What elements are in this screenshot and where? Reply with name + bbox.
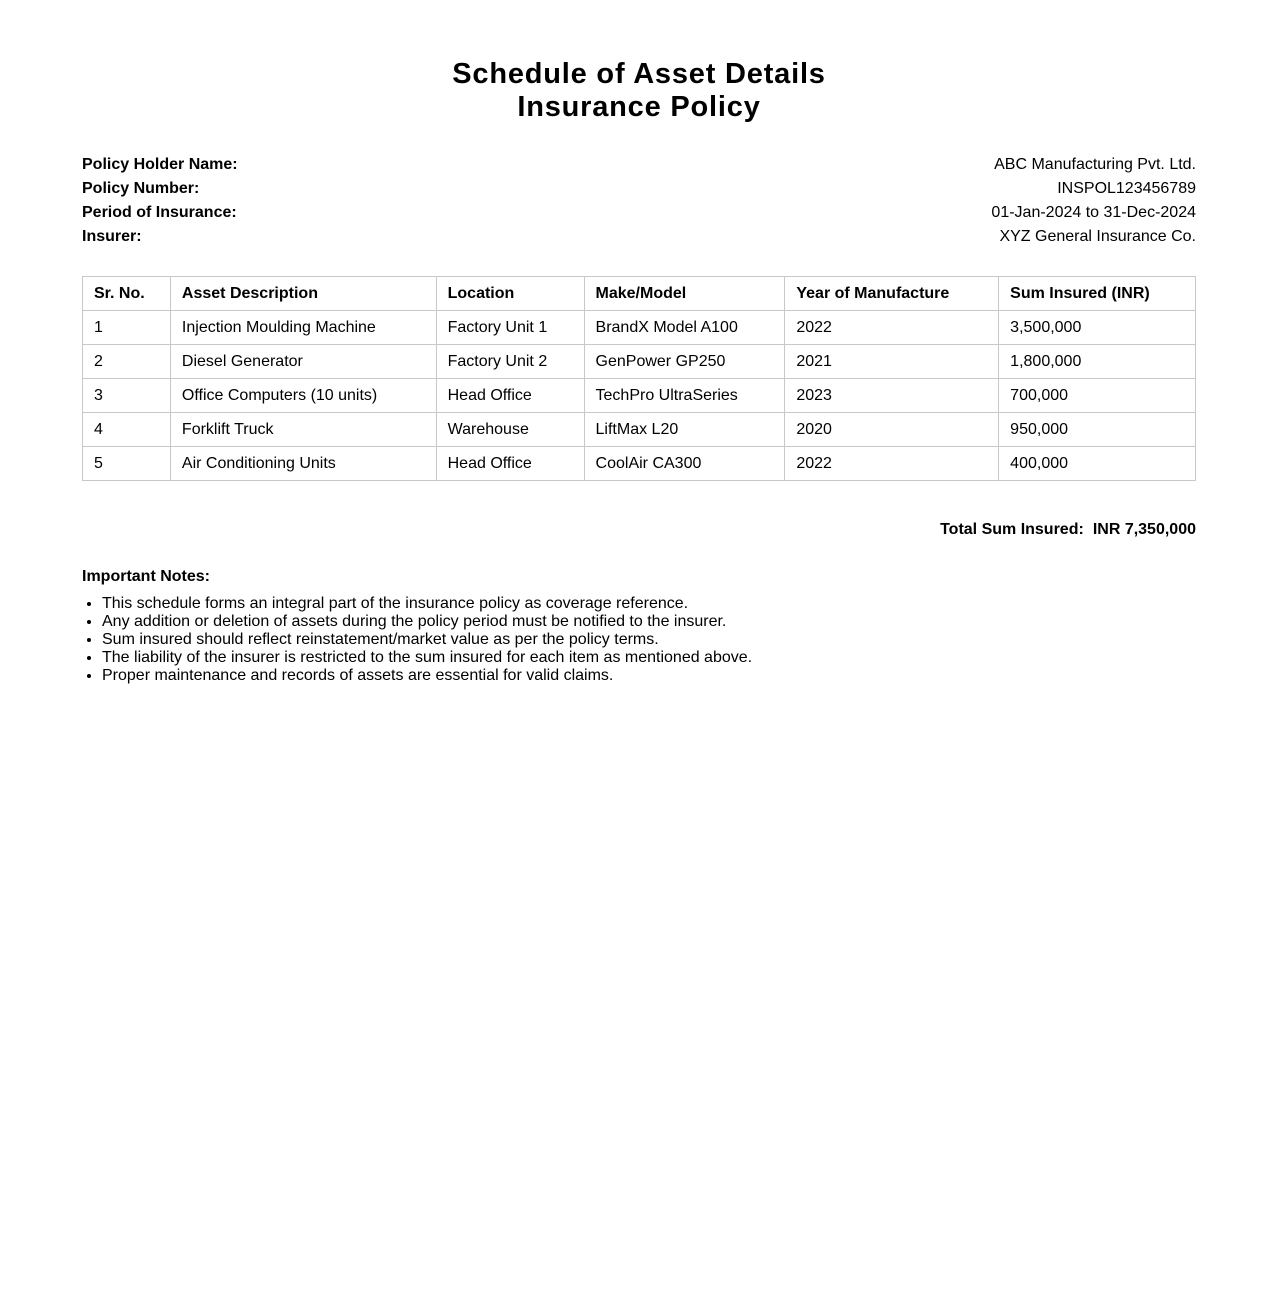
cell-make-model: LiftMax L20 [584, 413, 785, 447]
header-sr-no: Sr. No. [83, 277, 171, 311]
table-row [83, 447, 1196, 481]
cell-sum-insured: 3,500,000 [999, 311, 1196, 345]
header-sum-insured: Sum Insured (INR) [999, 277, 1196, 311]
cell-sum-insured: 700,000 [999, 379, 1196, 413]
table-row [83, 345, 1196, 379]
cell-make-model: TechPro UltraSeries [584, 379, 785, 413]
cell-asset-description: Air Conditioning Units [170, 447, 436, 481]
policy-details [82, 153, 1196, 249]
policy-number-value: INSPOL123456789 [1057, 180, 1196, 197]
header-year-of-manufacture: Year of Manufacture [785, 277, 999, 311]
cell-asset-description: Injection Moulding Machine [170, 311, 436, 345]
cell-location: Warehouse [436, 413, 584, 447]
cell-make-model: BrandX Model A100 [584, 311, 785, 345]
header-asset-description: Asset Description [170, 277, 436, 311]
cell-asset-description: Forklift Truck [170, 413, 436, 447]
cell-year: 2022 [785, 447, 999, 481]
cell-location: Factory Unit 1 [436, 311, 584, 345]
cell-make-model: CoolAir CA300 [584, 447, 785, 481]
cell-make-model: GenPower GP250 [584, 345, 785, 379]
cell-year: 2023 [785, 379, 999, 413]
insurer-value: XYZ General Insurance Co. [999, 228, 1196, 245]
cell-sr-no: 3 [83, 379, 171, 413]
policy-number-label: Policy Number: [82, 180, 200, 197]
insurance-period-value: 01-Jan-2024 to 31-Dec-2024 [991, 204, 1196, 221]
total-value: INR 7,350,000 [1092, 521, 1196, 538]
policy-holder-value: ABC Manufacturing Pvt. Ltd. [994, 156, 1196, 173]
cell-year: 2021 [785, 345, 999, 379]
total-label: Total Sum Insured: [940, 521, 1084, 538]
cell-location: Head Office [436, 379, 584, 413]
table-row [83, 413, 1196, 447]
cell-sum-insured: 1,800,000 [999, 345, 1196, 379]
list-item: • This schedule forms an integral part of the insurance policy as coverage reference. [102, 595, 1202, 613]
cell-asset-description: Diesel Generator [170, 345, 436, 379]
header-make-model: Make/Model [584, 277, 785, 311]
cell-location: Head Office [436, 447, 584, 481]
cell-sr-no: 4 [83, 413, 171, 447]
notes-heading: Important Notes: [82, 568, 210, 585]
list-item: • Sum insured should reflect reinstatement/market value as per the policy terms. [102, 631, 1202, 649]
list-item: • Any addition or deletion of assets during the policy period must be notified to the insurer. [102, 613, 1202, 631]
insurance-period-row [82, 201, 1196, 225]
table-row [83, 311, 1196, 345]
cell-sr-no: 1 [83, 311, 171, 345]
insurance-period-label: Period of Insurance: [82, 204, 237, 221]
policy-holder-row [82, 153, 1196, 177]
total-sum-insured [82, 519, 1196, 541]
cell-year: 2022 [785, 311, 999, 345]
cell-sum-insured: 950,000 [999, 413, 1196, 447]
list-item: • The liability of the insurer is restricted to the sum insured for each item as mentioned above. [102, 649, 1202, 667]
title-line-2: Insurance Policy [517, 91, 761, 123]
header-location: Location [436, 277, 584, 311]
insurer-label: Insurer: [82, 228, 142, 245]
cell-asset-description: Office Computers (10 units) [170, 379, 436, 413]
cell-sum-insured: 400,000 [999, 447, 1196, 481]
cell-sr-no: 5 [83, 447, 171, 481]
cell-sr-no: 2 [83, 345, 171, 379]
notes-list [82, 595, 1202, 685]
cell-location: Factory Unit 2 [436, 345, 584, 379]
table-row [83, 379, 1196, 413]
table-header-row [83, 277, 1196, 311]
cell-year: 2020 [785, 413, 999, 447]
title-line-1: Schedule of Asset Details [452, 58, 826, 90]
asset-table [82, 276, 1196, 481]
policy-number-row [82, 177, 1196, 201]
document-title [0, 58, 1278, 124]
insurer-row [82, 225, 1196, 249]
policy-holder-label: Policy Holder Name: [82, 156, 238, 173]
list-item: • Proper maintenance and records of assets are essential for valid claims. [102, 667, 1202, 685]
